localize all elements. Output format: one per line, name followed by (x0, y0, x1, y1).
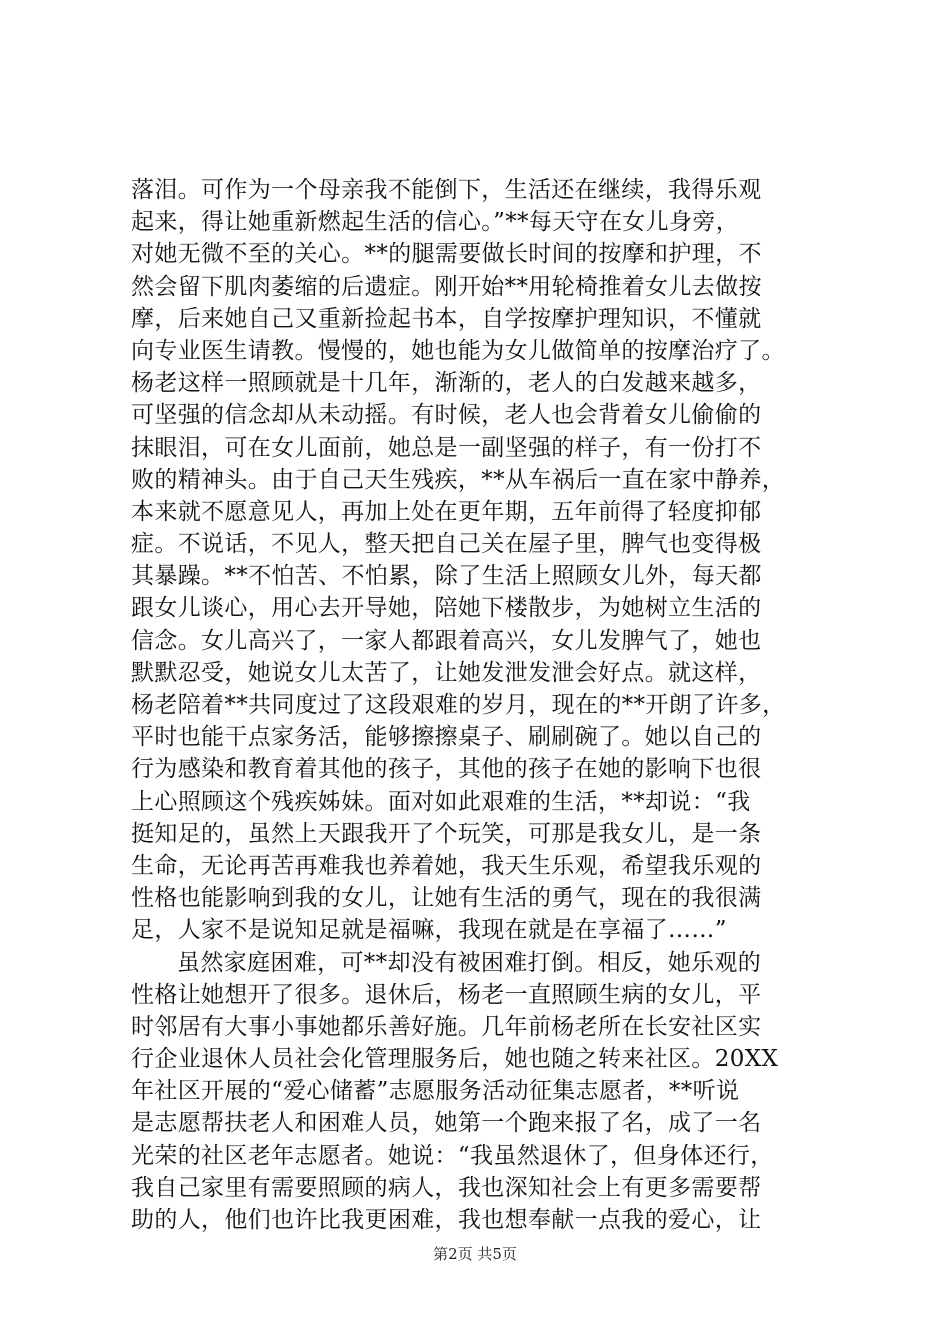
text-line: 杨老这样一照顾就是十几年，渐渐的，老人的白发越来越多， (131, 370, 762, 397)
text-line: 本来就不愿意见人，再加上处在更年期，五年前得了轻度抑郁 (131, 498, 762, 525)
text-line: 抹眼泪，可在女儿面前，她总是一副坚强的样子，有一份打不 (131, 434, 762, 461)
text-line: 默默忍受，她说女儿太苦了，让她发泄发泄会好点。就这样， (131, 659, 762, 686)
text-line: 我自己家里有需要照顾的病人，我也深知社会上有更多需要帮 (131, 1174, 762, 1201)
text-line: 症。不说话，不见人，整天把自己关在屋子里，脾气也变得极 (131, 531, 762, 558)
text-line: 跟女儿谈心，用心去开导她，陪她下楼散步，为她树立生活的 (131, 595, 762, 622)
text-line: 可坚强的信念却从未动摇。有时候，老人也会背着女儿偷偷的 (131, 402, 762, 429)
text-line: 其暴躁。**不怕苦、不怕累，除了生活上照顾女儿外，每天都 (131, 563, 762, 590)
text-line: 时邻居有大事小事她都乐善好施。几年前杨老所在长安社区实 (131, 1013, 762, 1040)
text-line: 性格也能影响到我的女儿，让她有生活的勇气，现在的我很满 (131, 885, 762, 912)
text-line: 然会留下肌肉萎缩的后遗症。刚开始**用轮椅推着女儿去做按 (131, 273, 762, 300)
text-line: 上心照顾这个残疾姊妹。面对如此艰难的生活，**却说：“我 (131, 788, 751, 815)
text-line: 信念。女儿高兴了，一家人都跟着高兴，女儿发脾气了，她也 (131, 627, 762, 654)
text-line: 助的人，他们也许比我更困难，我也想奉献一点我的爱心，让 (131, 1207, 762, 1233)
text-line: 挺知足的，虽然上天跟我开了个玩笑，可那是我女儿，是一条 (131, 820, 762, 847)
page-number-label: 第2页 共5页 (433, 1245, 517, 1263)
document-body (131, 174, 851, 1236)
text-line: 杨老陪着**共同度过了这段艰难的岁月，现在的**开朗了许多， (131, 692, 786, 718)
text-line: 虽然家庭困难，可**却没有被困难打倒。相反，她乐观的 (177, 949, 762, 976)
text-line: 是志愿帮扶老人和困难人员，她第一个跑来报了名，成了一名 (131, 1110, 762, 1137)
text-line: 行为感染和教育着其他的孩子，其他的孩子在她的影响下也很 (131, 756, 762, 783)
text-line: 对她无微不至的关心。**的腿需要做长时间的按摩和护理，不 (131, 241, 762, 268)
text-line: 足，人家不是说知足就是福嘛，我现在就是在享福了……” (131, 917, 727, 944)
text-line: 败的精神头。由于自己天生残疾，**从车祸后一直在家中静养， (131, 466, 786, 493)
text-line: 光荣的社区老年志愿者。她说：“我虽然退休了，但身体还行， (131, 1142, 774, 1169)
text-line: 性格让她想开了很多。退休后，杨老一直照顾生病的女儿，平 (131, 981, 762, 1008)
text-line: 起来，得让她重新燃起生活的信心。”**每天守在女儿身旁， (131, 209, 740, 236)
text-line: 行企业退休人员社会化管理服务后，她也随之转来社区。20XX (131, 1046, 779, 1073)
text-line: 生命，无论再苦再难我也养着她，我天生乐观，希望我乐观的 (131, 852, 762, 879)
page-footer (0, 1244, 950, 1264)
text-line: 落泪。可作为一个母亲我不能倒下，生活还在继续，我得乐观 (131, 177, 762, 203)
text-line: 向专业医生请教。慢慢的，她也能为女儿做简单的按摩治疗了。 (131, 337, 785, 364)
text-line: 平时也能干点家务活，能够擦擦桌子、刷刷碗了。她以自己的 (131, 724, 762, 751)
text-line: 摩，后来她自己又重新捡起书本，自学按摩护理知识，不懂就 (131, 305, 762, 332)
text-line: 年社区开展的“爱心储蓄”志愿服务活动征集志愿者，**听说 (131, 1078, 740, 1105)
